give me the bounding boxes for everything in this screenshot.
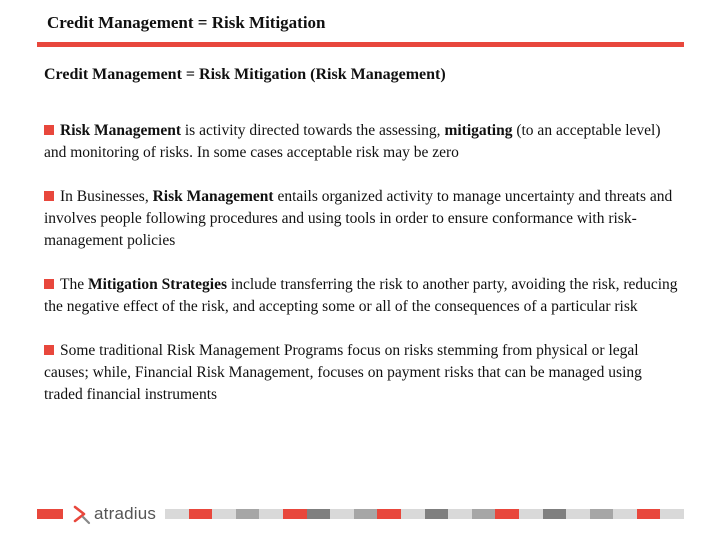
- footer-stripe: [165, 509, 189, 519]
- bullet-item: [44, 120, 684, 164]
- bullet-item: [44, 186, 684, 252]
- bullet-list: [44, 120, 684, 428]
- footer-stripe: [330, 509, 354, 519]
- footer-stripe: [354, 509, 378, 519]
- bullet-text: (to an acceptable level) and monitoring of risks. In some cases acceptable risk may be zero: [44, 122, 661, 161]
- footer-logo: [72, 503, 156, 525]
- bullet-emphasis: mitigating: [444, 122, 513, 139]
- footer-stripe: [259, 509, 283, 519]
- footer-stripe: [637, 509, 661, 519]
- footer-stripe: [566, 509, 590, 519]
- footer-stripe: [236, 509, 260, 519]
- bullet-text: is activity directed towards the assessing,: [180, 122, 445, 139]
- logo-text: atradius: [94, 504, 157, 523]
- footer-stripe: [307, 509, 331, 519]
- slide-subtitle: Credit Management = Risk Mitigation (Risk Management): [44, 66, 446, 83]
- bullet-square-icon: [44, 345, 54, 355]
- footer-stripe: [283, 509, 307, 519]
- footer-stripe: [448, 509, 472, 519]
- slide-title: Credit Management = Risk Mitigation: [47, 13, 326, 32]
- bullet-emphasis: Risk Management: [152, 188, 274, 205]
- title-rule: [37, 42, 684, 47]
- bullet-square-icon: [44, 191, 54, 201]
- bullet-text: Some traditional Risk Management Programs focus on risks stemming from physical or legal causes; while, Financial Risk Management, focuses on payment risks that can be managed using traded financial instruments: [44, 342, 642, 403]
- bullet-item: [44, 274, 684, 318]
- bullet-item: [44, 340, 684, 406]
- footer-stripe: [377, 509, 401, 519]
- bullet-square-icon: [44, 279, 54, 289]
- footer-stripe: [495, 509, 519, 519]
- footer-accent: [37, 509, 63, 519]
- footer-stripe: [212, 509, 236, 519]
- bullet-text: include transferring the risk to another party, avoiding the risk, reducing the negative effect of the risk, and accepting some or all of the consequences of a particular risk: [44, 276, 678, 315]
- footer-stripe: [472, 509, 496, 519]
- footer-stripe: [590, 509, 614, 519]
- footer-stripe: [401, 509, 425, 519]
- footer-stripe: [425, 509, 449, 519]
- bullet-text: entails organized activity to manage uncertainty and threats and involves people following procedures and using tools in order to ensure conformance with risk-management policies: [44, 188, 673, 249]
- footer-stripe: [519, 509, 543, 519]
- footer-stripe: [660, 509, 684, 519]
- footer-stripe-bar: [165, 509, 684, 519]
- bullet-square-icon: [44, 125, 54, 135]
- footer-stripe: [613, 509, 637, 519]
- bullet-emphasis: Risk Management: [60, 122, 181, 139]
- footer-stripe: [189, 509, 213, 519]
- bullet-text: In Businesses,: [60, 188, 153, 205]
- footer-stripe: [543, 509, 567, 519]
- atradius-chevron-icon: [72, 503, 92, 525]
- bullet-emphasis: Mitigation Strategies: [87, 276, 228, 293]
- bullet-text: The: [60, 276, 88, 293]
